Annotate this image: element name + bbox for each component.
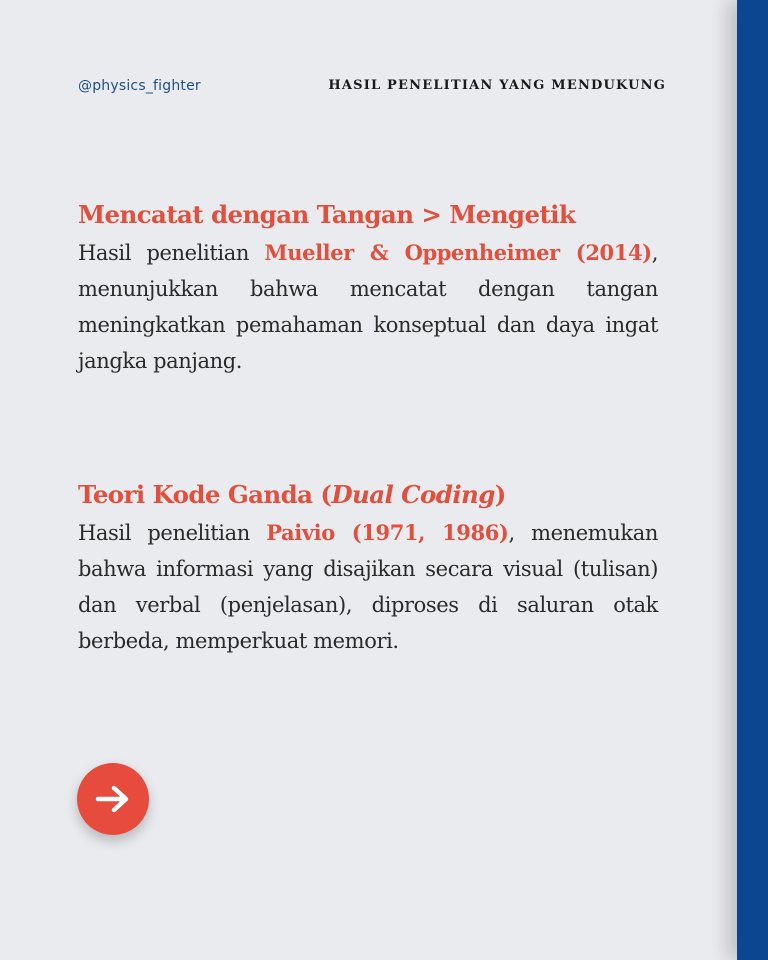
- section-heading: [78, 480, 658, 509]
- citation: Paivio (1971, 1986): [266, 520, 509, 545]
- section-dual-coding: [78, 480, 658, 659]
- heading-text-post: ): [494, 480, 506, 509]
- section-heading: Mencatat dengan Tangan > Mengetik: [78, 200, 576, 229]
- body-text: , menemukan bahwa informasi yang disajikan secara visual (tulisan) dan verbal (penjelasan), diproses di saluran otak berbeda, memperkuat memori.: [78, 521, 658, 653]
- heading-emphasis: Dual Coding: [331, 480, 495, 509]
- body-intro: Hasil penelitian: [78, 241, 265, 265]
- page-title: HASIL PENELITIAN YANG MENDUKUNG: [328, 78, 666, 93]
- account-handle: @physics_fighter: [78, 78, 201, 94]
- body-text: , menunjukkan bahwa mencatat dengan tangan meningkatkan pemahaman konseptual dan daya ingat jangka panjang.: [78, 241, 658, 373]
- next-button[interactable]: [77, 763, 149, 835]
- heading-text-pre: Teori Kode Ganda (: [78, 480, 332, 509]
- body-intro: Hasil penelitian: [78, 521, 267, 545]
- arrow-right-icon: [94, 784, 132, 814]
- section-body: [78, 235, 658, 379]
- citation: Mueller & Oppenheimer (2014): [264, 240, 652, 265]
- section-handwriting: [78, 200, 658, 379]
- side-band: [737, 0, 768, 960]
- section-body: [78, 515, 658, 659]
